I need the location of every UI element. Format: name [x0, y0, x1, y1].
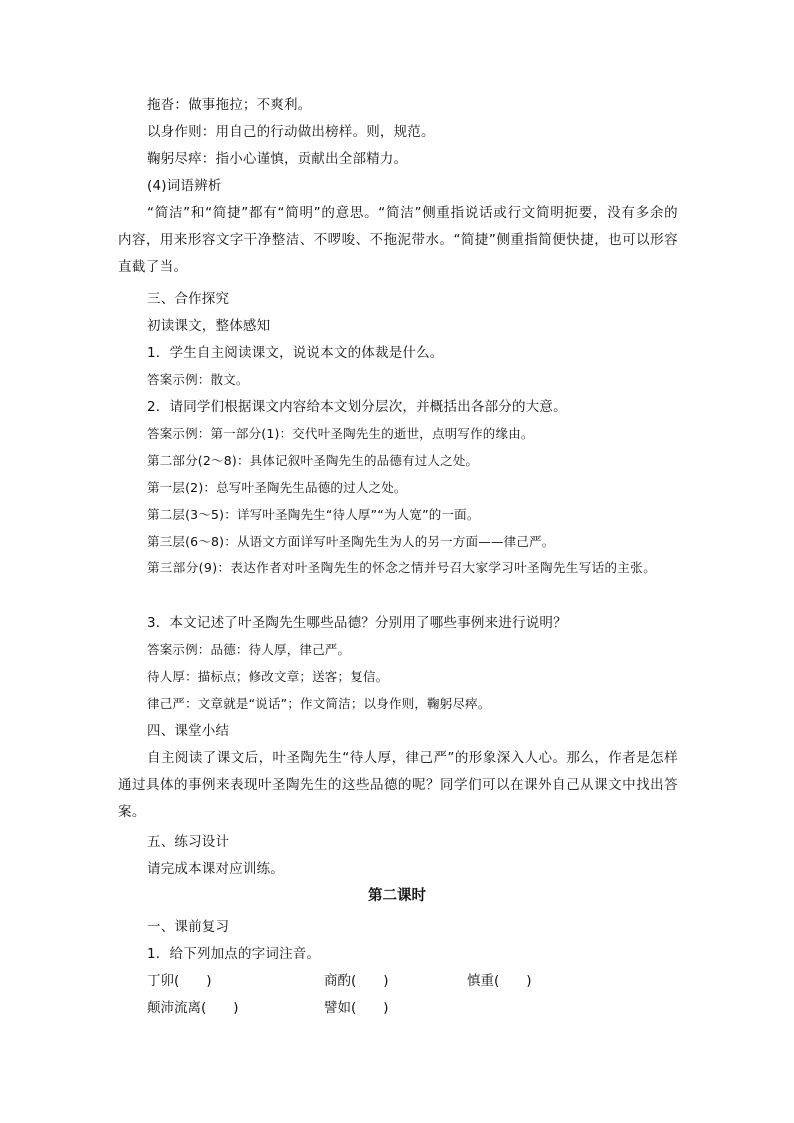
pinyin-item: 丁卯( )	[147, 973, 212, 989]
answer-3-dairenhou: 待人厚：描标点；修改文章；送客；复信。	[147, 669, 389, 684]
section-5-text: 请完成本课对应训练。	[147, 861, 284, 877]
lesson-2-title: 第二课时	[368, 888, 426, 904]
section-5-heading: 五、练习设计	[147, 834, 230, 850]
definition-tuoda: 拖沓：做事拖拉；不爽利。	[147, 97, 312, 113]
pinyin-item: 颠沛流离( )	[147, 1000, 239, 1016]
section-4-paragraph: 自主阅读了课文后，叶圣陶先生“待人厚，律己严”的形象深入人心。那么，作者是怎样通过具体的事例来表现叶圣陶先生的这些品德的呢？同学们可以在课外自己从课文中找出答案。	[118, 750, 678, 820]
section-3-subheading: 初读课文，整体感知	[147, 318, 271, 334]
answer-2-part-3: 第三部分(9)：表达作者对叶圣陶先生的怀念之情并号召大家学习叶圣陶先生写话的主张。	[147, 560, 657, 575]
question-3: 3．本文记述了叶圣陶先生哪些品德？分别用了哪些事例来进行说明？	[147, 615, 567, 631]
answer-3-lvjiyan: 律己严：文章就是“说话”；作文简洁；以身作则，鞠躬尽瘁。	[147, 696, 491, 711]
answer-3-virtues: 答案示例：品德：待人厚，律己严。	[147, 642, 351, 657]
section-3-heading: 三、合作探究	[147, 291, 230, 307]
review-heading: 一、课前复习	[147, 919, 230, 935]
analysis-heading: (4)词语辨析	[147, 178, 222, 194]
section-4-heading: 四、课堂小结	[147, 723, 230, 739]
analysis-paragraph: “简洁”和“简捷”都有“简明”的意思。“简洁”侧重指说话或行文简明扼要，没有多余的内容，用来形容文字干净整洁、不啰唆、不拖泥带水。“简捷”侧重指简便快捷，也可以形容直截了当。	[118, 205, 678, 275]
pinyin-item: 慎重( )	[467, 973, 532, 989]
question-2: 2．请同学们根据课文内容给本文划分层次，并概括出各部分的大意。	[147, 399, 567, 415]
answer-2-layer-2: 第二层(3～5)：详写叶圣陶先生“待人厚”“为人宽”的一面。	[147, 507, 480, 522]
answer-2-part-2: 第二部分(2～8)：具体记叙叶圣陶先生的品德有过人之处。	[147, 453, 479, 468]
answer-2-layer-3: 第三层(6～8)：从语文方面详写叶圣陶先生为人的另一方面——律己严。	[147, 534, 555, 549]
answer-2-layer-1: 第一层(2)：总写叶圣陶先生品德的过人之处。	[147, 480, 407, 495]
definition-yishenzuoze: 以身作则：用自己的行动做出榜样。则，规范。	[147, 124, 435, 140]
pinyin-item: 譬如( )	[324, 1000, 389, 1016]
review-question-1: 1．给下列加点的字词注音。	[147, 946, 321, 962]
answer-1: 答案示例：散文。	[147, 372, 249, 387]
pinyin-item: 商酌( )	[324, 973, 389, 989]
question-1: 1．学生自主阅读课文，说说本文的体裁是什么。	[147, 345, 444, 361]
answer-2-part-1: 答案示例：第一部分(1)：交代叶圣陶先生的逝世，点明写作的缘由。	[147, 426, 534, 441]
definition-jugongjincui: 鞠躬尽瘁：指小心谨慎，贡献出全部精力。	[147, 151, 408, 167]
